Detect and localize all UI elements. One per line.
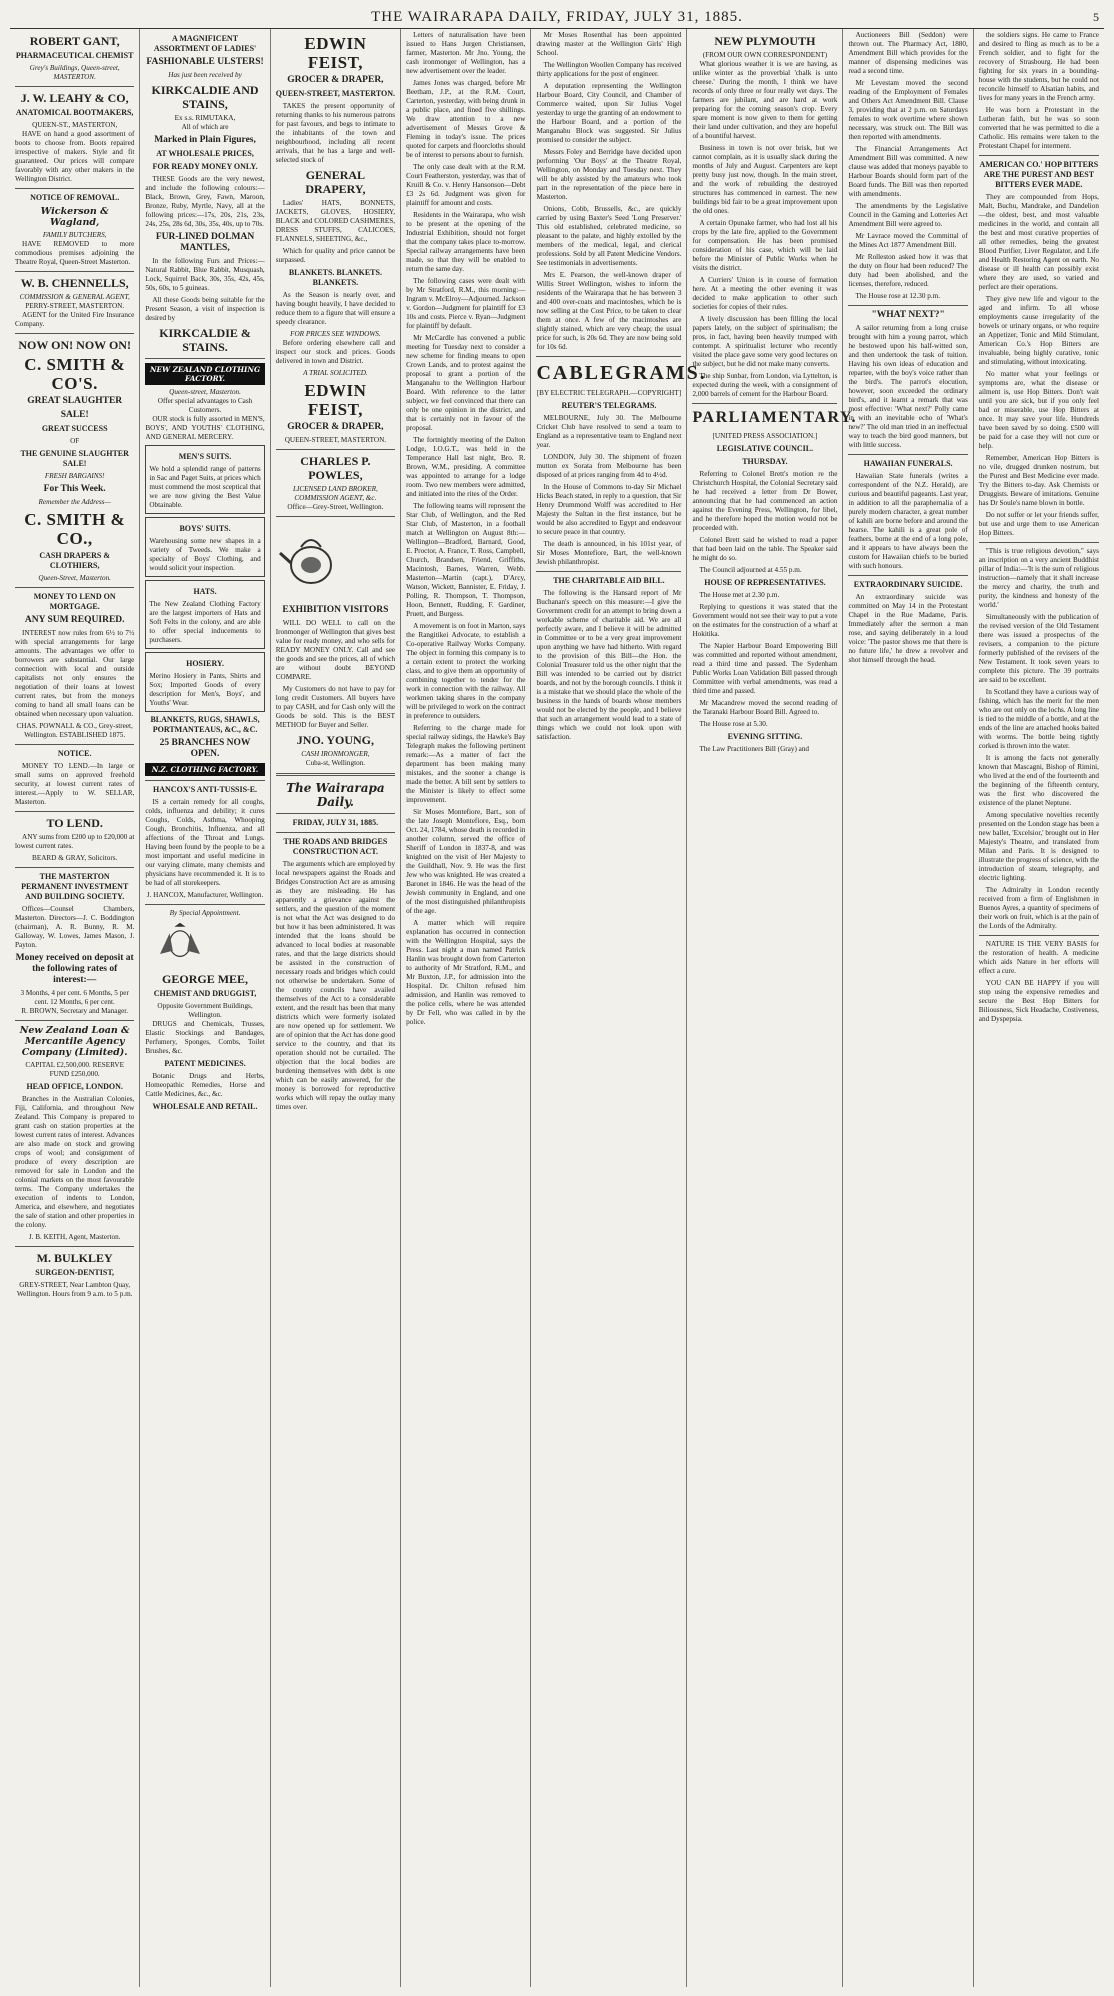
- divider: [692, 403, 837, 404]
- parl-cont-2: Mr Levestam moved the second reading of the Employment of Females and Others Act Amendment Bill. Clause 3, providing that at 2 p.m. on Saturdays females to work overtime where shown necessary, was struck out. The Bill was then reported with amendments.: [848, 79, 968, 141]
- np-body-5: A lively discussion has been filling the local papers lately, on the subject of spiritualism; the pros, in fact, having been heavily trumped with contempt. A spiritualist lecturer who recently visited the place gave some very good lectures on the subject, but he did not make many converts.: [692, 315, 838, 368]
- divider: [145, 358, 264, 359]
- roads-body: The arguments which are employed by local newspapers against the Roads and Bridges Construction Act are as amusing as they are misleading. He has apparently a grievance against the settlers, and the question of the moment is not what the Act was designed to do but how it has been administered. It was intended that the loans should be advanced to local bodies at reasonable rates, and that the large districts should be assisted in the construction of necessary roads and bridges which could not otherwise be undertaken. Some of the county councils have availed themselves of the Act to a considerable extent, and the result has been that many districts which were formerly isolated are now opened up for settlement. We are of opinion that the Act has done good service to the country, and that its operation should not be curtailed. The objection that the local bodies are burdening themselves with debt is one which can be easily answered, for the money is borrowed for reproductive works which will repay the outlay many times over.: [275, 860, 396, 1111]
- news-4: The following cases were dealt with by Mr Stratford, R.M., this morning:—Ingram v. McElroy—Adjourned. Jackson v. Gordon—Judgment for plaintiff for £3 10s and costs. Pierce v. Ryan—Judgment for plaintiff by default.: [406, 277, 526, 330]
- smith-remember: Remember the Address—: [38, 498, 111, 506]
- divider: [15, 811, 134, 812]
- news-2: A deputation representing the Wellington Harbour Board, City Council, and Chamber of Commerce waited, upon Sir Julius Vogel yesterday to urge the granting of an endowment to the Harbour Board, and a portion of the Manganahu Block was suggested. Sir Julius promised to consider the subject.: [536, 82, 682, 144]
- editorial-paper-title: The Wairarapa Daily.: [286, 781, 385, 809]
- royal-arms-icon: [145, 922, 215, 962]
- marked-3: AT WHOLESALE PRICES,: [156, 149, 254, 158]
- hawaiian-title: HAWAIIAN FUNERALS.: [863, 459, 953, 468]
- clothing-stock: OUR stock is fully assorted in MEN'S, BOYS', AND YOUTHS' CLOTHING, AND GENERAL MERCERY.: [145, 415, 265, 441]
- hop-bitters-body-4: Remember, American Hop Bitters is no vile, drugged drunken nostrum, but the Purest and Best Medicine ever made. Try the Bitters to-day. Ask Chemists or Druggists. Beware of imitations. Genuine has Dr Soule's name blown in bottle.: [978, 454, 1099, 507]
- divider: [276, 832, 395, 833]
- young-address: Cuba-st, Wellington.: [305, 759, 366, 767]
- reuters-heading: REUTER'S TELEGRAMS.: [561, 401, 657, 410]
- news-1: James Jones was charged, before Mr Beetham, J.P., at the R.M. Court, Carterton, yesterday, with being drunk in a public place, and fined five shillings. We draw attention to a new advertisement of Messrs Grove & Fleming in today's issue. The prices quoted for carpets and floorcloths should be of interest to persons about to furnish.: [406, 79, 526, 159]
- misc-body-4: Simultaneously with the publication of the revised version of the Old Testament there was issued a prospectus of the revisers, a companion to the picture formerly published of the revisers of the New Testament. It took seven years to complete this picture. The 39 portraits are said to be excellent.: [978, 613, 1099, 684]
- nz-clothing-banner: [145, 363, 264, 385]
- nz-loan-office: HEAD OFFICE, LONDON.: [26, 1082, 123, 1091]
- feist-name-2: EDWIN FEIST,: [304, 381, 367, 419]
- marked-4: FOR READY MONEY ONLY.: [152, 162, 258, 171]
- suicide-body: An extraordinary suicide was committed on May 14 in the Protestant Chapel in the Rue Madame, Paris. Immediately after the sermon a man rose, and saying deliberately in a loud voice: 'The pastor shows me that there is no future life,' he drew a revolver and shot himself through the head.: [848, 593, 968, 664]
- exhibition-heading: EXHIBITION VISITORS: [282, 605, 389, 615]
- roads-title: THE ROADS AND BRIDGES CONSTRUCTION ACT.: [283, 837, 388, 856]
- feist-body-4: Before ordering elsewhere call and inspect our stock and prices. Goods delivered in town and District.: [275, 339, 396, 365]
- thursday-heading: THURSDAY.: [742, 457, 788, 466]
- column-4: [401, 29, 531, 1987]
- news-top: Letters of naturalisation have been issued to Hans Jurgen Christiansen, farmer, Masterton. Mr Jno. Young, the cash ironmonger of Wellington, has a new advertisement over the leader.: [406, 31, 526, 75]
- divider: [145, 780, 264, 781]
- nz-clothing-footer: N.Z. CLOTHING FACTORY.: [145, 763, 264, 776]
- smith-week: For This Week.: [43, 484, 106, 494]
- house-body-1: The House met at 2.30 p.m.: [699, 591, 780, 599]
- feist-name: EDWIN FEIST,: [304, 34, 367, 72]
- smith-line1: GREAT SLAUGHTER: [27, 396, 123, 406]
- boys-suits-label: BOYS' SUITS.: [179, 524, 231, 533]
- column-container: [10, 29, 1104, 1987]
- divider: [536, 356, 681, 357]
- parl-cont-5: Mr Lavrace moved the Committal of the Mines Act 1877 Amendment Bill.: [848, 232, 968, 249]
- news-top: Mr Moses Rosenthal has been appointed drawing master at the Wellington Girls' High School.: [536, 31, 682, 57]
- misc-body-7: Among speculative novelties recently presented on the London stage has been a new ballet, 'Excelsior,' brought out in Her Majesty's Theatre, and translated from Milan and Paris. It is designed to illustrate the progress of science, with the introduction of steam, telegraphy, and electric lighting.: [978, 811, 1099, 882]
- news-9: Referring to the charge made for special railway sidings, the Hawke's Bay Telegraph makes the following pertinent remark:—As a matter of fact the department has been making many mistakes, and the sooner a change is made the better. A bill sent by settlers to the Minister is likely to effect some improvement.: [406, 724, 526, 804]
- bulkley-address: GREY-STREET, Near Lambton Quay, Wellington. Hours from 9 a.m. to 5 p.m.: [16, 1281, 133, 1298]
- chennells-name: W. B. CHENNELLS,: [20, 276, 129, 290]
- smith-street: Queen-Street, Masterton.: [38, 574, 111, 582]
- house-body-5: The House rose at 5.30.: [699, 720, 768, 728]
- column-1: [10, 29, 140, 1987]
- what-next-body: A sailor returning from a long cruise brought with him a young parrot, which he bestowed upon his half-witted son, and then undertook the task of tuition. Having his own ideas of education and repartee, with the boy's voice rather than the bird's. The parrot's elocution, however, soon exceeded the ordinary bird's, and it learnt a remark that was most effective: 'What next?' Polly came in with an inevitable echo of 'What's new?' The old man tried in an ineffectual way to teach the bird good manners, but with little success.: [848, 324, 968, 449]
- building-society-rates: 3 Months, 4 per cent. 6 Months, 5 per cent. 12 Months, 6 per cent.: [20, 989, 129, 1006]
- nz-loan-body: Branches in the Australian Colonies, Fiji, California, and throughout New Zealand. This Company is prepared to grant cash on station properties at the lowest current rates of interest. Advances are also made on stock and growing crops of wool; and consignment of produce of every description are removed for sale in London and the colonial markets on the most favourable terms. The Company undertakes the execution of indents to London, America, and elsewhere, and negotiates the sale of station and other properties in the colony.: [15, 1095, 135, 1229]
- news-6: The fortnightly meeting of the Dalton Lodge, I.O.G.T., was held in the Temperance Hall last night, Bro. R. Brown, W.M., presiding. A committee was appointed to arrange for a lodge room. Two new members were admitted, and initiated into the rites of the Order.: [406, 436, 526, 498]
- to-lend-sign: BEARD & GRAY, Solicitors.: [32, 854, 118, 862]
- smith-name-2: C. SMITH & CO.,: [24, 510, 126, 548]
- suicide-title: EXTRAORDINARY SUICIDE.: [853, 580, 963, 589]
- ulsters-lead-3: Has just been received by: [168, 71, 242, 79]
- bulkley-trade: SURGEON-DENTIST,: [35, 1268, 115, 1277]
- divider: [15, 1246, 134, 1247]
- ship-name: Ex s.s. RIMUTAKA,: [174, 114, 236, 122]
- colours-body: THESE Goods are the very newest, and include the following colours:— Black, Brown, Grey, Fawn, Maroon, Bronze, Ruby, Myrtle, Navy, all at the following prices:—17s, 20s, 21s, 23s, 24s, 25s, 28s 6d, 30s, 35s, 40s, up to 70s.: [145, 175, 265, 228]
- column-6: [687, 29, 858, 1987]
- wickerson-body: HAVE REMOVED to more commodious premises adjoining the Theatre Royal, Queen-Street Masterton.: [15, 240, 135, 266]
- np-body-2: Business in town is not over brisk, but we cannot complain, as it is usually slack during the months of July and August. Carpenters are kept pretty busy just now, though. In the main street, and the work of rebuilding the destroyed structures has commenced in earnest. The new buildings bid fair to be a great improvement upon the old ones.: [692, 144, 838, 215]
- furs-body: In the following Furs and Prices:— Natural Rabbit, Blue Rabbit, Musquash, Lock, Squirrel Back, 30s, 35s, 42s, 45s, 50s, 60s, to 5 guineas.: [145, 257, 265, 292]
- clothing-offer: Offer special advantages to Cash Customers.: [157, 397, 253, 414]
- parl-cont-4: The amendments by the Legislative Council in the Gaming and Lotteries Act Amendment Bill were agreed to.: [848, 202, 968, 228]
- removal-notice-title: NOTICE OF REMOVAL.: [30, 193, 120, 202]
- boys-suits-box: [145, 517, 264, 577]
- misc-body-6: It is among the facts not generally known that Mascagni, Bishop of Rimini, who lived at the end of the fourteenth and the beginning of the fifteenth century, was the first who discovered the existence of the planet Neptune.: [978, 754, 1099, 807]
- divider: [848, 305, 967, 306]
- smith-trade: CASH DRAPERS & CLOTHIERS,: [39, 551, 111, 570]
- divider: [536, 571, 681, 572]
- hancox-title: HANCOX'S ANTI-TUSSIS-E.: [153, 785, 258, 794]
- smith-name: C. SMITH & CO'S.: [24, 355, 126, 393]
- smith-line5: THE GENUINE SLAUGHTER SALE!: [20, 449, 129, 468]
- nz-clothing-line-1: NEW ZEALAND CLOTHING: [149, 365, 261, 374]
- kirkcaldie-name-2: KIRKCALDIE & STAINS.: [159, 326, 251, 354]
- hawaiian-body: Hawaiian State funerals (writes a correspondent of the N.Z. Herald), are curious and beautiful pageants. Last year, in addition to all the paraphernalia of a purely modern character, a great number of kahili are borne before and around the hearse. The kahili is a great pole of feathers, borne at the end of a long pole, and it appears to have always been the custom for Hawaiian chiefs to be buried with such honours.: [848, 472, 968, 570]
- hancox-sign: J. HANCOX, Manufacturer, Wellington.: [146, 891, 264, 899]
- branches-line: 25 BRANCHES NOW OPEN.: [159, 738, 251, 759]
- mortgage-sign: CHAS. POWNALL & CO., Grey-street, Wellington. ESTABLISHED 1875.: [16, 722, 133, 739]
- misc-body-3: "This is true religious devotion," says an inscription on a very ancient Buddhist pillar of India:—'It is the sum of religious instruction—namely that it shall increase the mercy and charity, the truth and purity, the kindness and honesty of the world.': [978, 547, 1099, 609]
- mortgage-title: MONEY TO LEND ON MORTGAGE.: [33, 592, 116, 611]
- divider: [979, 155, 1099, 156]
- parl-cont-1: Auctioneers Bill (Seddon) were thrown out. The Pharmacy Act, 1880, Amendment Bill which provides for the manner of dispensing medicines was read a second time.: [848, 31, 968, 75]
- kettle-engraving-icon: [276, 525, 346, 595]
- divider: [276, 449, 395, 450]
- building-society-body: Offices—Counsel Chambers, Masterton. Directors—J. C. Boddington (chairman), A. R. Bunny, R. M. Galloway, W. Lowes, James Mason, J. Payton.: [15, 905, 135, 949]
- misc-body-10: YOU CAN BE HAPPY if you will stop using the expensive remedies and secure the Best Hop Bitters for Biliousness, Sick Headache, Costiveness, and Dyspepsia.: [978, 979, 1099, 1023]
- notice-2: NOTICE.: [57, 749, 92, 758]
- column-2: [140, 29, 270, 1987]
- smith-line3: GREAT SUCCESS: [41, 424, 108, 433]
- house-body-4: Mr Macandrew moved the second reading of the Taranaki Harbour Board Bill. Agreed to.: [692, 699, 838, 716]
- powles-trade: LICENSED LAND BROKER, COMMISSION AGENT, &c.: [292, 485, 378, 502]
- house-body-3: The Napier Harbour Board Empowering Bill was committed and reported without amendment, read a third time and passed. The Sydenham Public Works Loan Validation Bill passed through Committee with verbal amendments, was read a third time and passed.: [692, 642, 838, 695]
- special-appointment: By Special Appointment.: [169, 909, 241, 917]
- nz-loan-capital: CAPITAL £2,500,000. RESERVE FUND £250,000.: [25, 1061, 124, 1078]
- misc-body-5: In Scotland they have a curious way of fishing, which has the merit for the men who are out only on the lochs. A long line is tied to the middle of a bottle, and at the ends of the line are attached hooks baited with worms. The bottle being tightly corked is thrown into the water.: [978, 688, 1099, 750]
- young-trade: CASH IRONMONGER,: [301, 750, 370, 758]
- patent-body: Botanic Drugs and Herbs, Homeopathic Remedies, Horse and Cattle Medicines, &c., &c.: [145, 1072, 265, 1098]
- new-plymouth-title: NEW PLYMOUTH: [714, 34, 816, 48]
- misc-body-1: the soldiers signs. He came to France and desired to fling as much as to be a French soldier, and to fight for the recovery of Strasbourg. He had been fighting for six years in a bounding-house with the students, but he could not reconcile himself to Alsatian habits, and lives for many years in the French army.: [978, 31, 1099, 102]
- news-1: The Wellington Woollen Company has received thirty applications for the post of engineer.: [536, 61, 682, 78]
- feist-body-1: TAKES the present opportunity of returning thanks to his numerous patrons for past favours, and begs to intimate to the inhabitants of the town and neighbourhood, including all recent arrivals, that he has a large and well-selected stock of: [275, 102, 396, 164]
- np-body-4: A Curriers' Union is in course of formation here. At a meeting the other evening it was decided to make application to other such societies for copies of their rules.: [692, 276, 838, 311]
- exhibition-body: WILL DO WELL to call on the Ironmonger of Wellington that gives best value for ready money, and who sells for READY MONEY ONLY. Call and see the goods and see the prices, all of which are without doubt BEYOND COMPARE.: [275, 619, 396, 681]
- sellar-body: MONEY TO LEND.—In large or small sums on approved freehold security, at lowest current rates of interest.—Apply to W. SELLAR, Masterton.: [15, 762, 135, 806]
- feist-address: QUEEN-STREET, MASTERTON.: [275, 89, 396, 98]
- feist-trade: GROCER & DRAPER,: [287, 75, 384, 85]
- divider: [15, 744, 134, 745]
- charitable-aid-body: The following is the Hansard report of Mr Buchanan's speech on this measure:—I give the Government credit for an attempt to bring down a workable scheme of charitable aid. We are all perfectly aware, and I believe it will be admitted in Committee or to be a very great improvement upon anything we have had hitherto. With regard to the provision of this Bill—the Hon. the Colonial Treasurer told us the other night that the Bill was intended to be carried out by district boards, and not by the borough councils. I think it is a mistake that we should place the whole of the business in the hands of boards whose members would not be elected by the people, and I believe that such an arrangement would lead to a state of things which we could not look upon with satisfaction.: [536, 589, 682, 741]
- ulsters-lead-1: A MAGNIFICENT ASSORTMENT OF LADIES': [153, 34, 257, 53]
- charitable-aid-title: THE CHARITABLE AID BILL.: [553, 576, 665, 585]
- general-drapery: GENERAL DRAPERY,: [305, 168, 366, 196]
- nz-loan-title: New Zealand Loan & Mercantile Agency Company (Limited).: [19, 1025, 130, 1058]
- building-society-title: THE MASTERTON PERMANENT INVESTMENT AND BUILDING SOCIETY.: [21, 872, 129, 901]
- hancox-body: IS a certain remedy for all coughs, colds, influenza and debility; it cures Coughs, Colds, Asthma, Whooping Cough, Bronchitis, Influenza, and all affections of the Throat and Lungs. Having been found by the people to be a most important and useful medicine in our varying climate, many chemists and physicians have recommended it. It is to be had of all storekeepers.: [145, 798, 265, 887]
- smith-line2: SALE!: [60, 410, 89, 420]
- blankets-heading: BLANKETS. BLANKETS. BLANKETS.: [288, 268, 382, 287]
- news-11: A matter which will require explanation has occurred in connection with the Wellington Hospital, says the Press. Last night a man named Patrick Hanlin was brought down from Carterton to authority of Mr Stratford, R.M., and Mr Buxton, J.P., for admission into the Hospital. Dr. Chilton refused him admission, and Hanlin was removed to the police cells, where he was attended by Dr Fell, who was called in by the police.: [406, 919, 526, 1026]
- mens-suits-box: [145, 445, 264, 514]
- to-lend-title: TO LEND.: [46, 816, 103, 830]
- smith-line4: OF: [70, 437, 80, 445]
- hosiery-body: Merino Hosiery in Pants, Shirts and Sox; Imported Goods of every description for Men's, Boys', and Youths' Wear.: [149, 672, 261, 707]
- hop-bitters-body-2: They give new life and vigour to the aged and infirm. To all whose employments cause irregularity of the bowels or urinary organs, or who require an Appetizer, Tonic and Mild Stimulant, American Co.'s Hop Bitters are invaluable, being highly curative, tonic and stimulating, without intoxicating.: [978, 295, 1099, 366]
- cablegrams-title: CABLEGRAMS.: [536, 362, 707, 384]
- double-divider: [276, 773, 395, 776]
- legislative-council: LEGISLATIVE COUNCIL.: [716, 444, 814, 453]
- drugs-body: DRUGS and Chemicals, Trusses, Elastic Stockings and Bandages, Perfumery, Sponges, Combs, Toilet Brushes, &c.: [145, 1020, 265, 1055]
- what-next-title: "WHAT NEXT?": [871, 310, 945, 320]
- feist-trade-2: GROCER & DRAPER,: [287, 422, 384, 432]
- divider: [15, 867, 134, 868]
- hats-label: HATS.: [193, 587, 217, 596]
- leahy-body: HAVE on hand a good assortment of boots to choose from. Boots repaired irrespective of makers. Style and fit guaranteed. Our prices will compare favorably with any other makers in the Wellington District.: [15, 130, 135, 183]
- chennells-trade: COMMISSION & GENERAL AGENT,: [19, 293, 130, 301]
- divider: [15, 333, 134, 334]
- divider: [848, 454, 967, 455]
- misc-body-8: The Admiralty in London recently received from a firm of Englishmen in Buenos Ayres, a quantity of specimens of their work on fruit, which is at the pain of the Lords of the Admiralty.: [978, 886, 1099, 930]
- boys-suits-body: Warehousing some new shapes in a variety of Tweeds. We make a specialty of Boys' Clothing, and would solicit your inspection.: [149, 537, 261, 572]
- to-lend-body: ANY sums from £200 up to £20,000 at lowest current rates.: [15, 833, 135, 850]
- divider: [979, 935, 1099, 936]
- hosiery-label: HOSIERY.: [186, 659, 224, 668]
- news-8: A movement is on foot in Marton, says the Rangitikei Advocate, to establish a Co-operative Railway Works Company. The object in forming this company is to a certain extent to protect the working class, and to give them an opportunity of combining together to tender for the work in connection with the railway. All workmen taking shares in the company will be privileged to work on the contract in preference to outsiders.: [406, 622, 526, 720]
- bulkley-name: M. BULKLEY: [36, 1251, 113, 1265]
- chennells-address: PERRY-STREET, MASTERTON.: [25, 302, 125, 310]
- np-body-1: What glorious weather it is we are having, as unlike winter as the proverbial 'chalk is unto cheese.' During the month, I think we have records of only three or four really wet days. The farmers are jubilant, and are hard at work preparing for the coming season's crop. Every spare moment is now given to them for getting their land under cultivation, and they are hopeful of a bountiful harvest.: [692, 60, 838, 140]
- divider: [15, 86, 134, 87]
- trial-solicited: A TRIAL SOLICITED.: [303, 369, 368, 377]
- feist-items: Ladies' HATS, BONNETS, JACKETS, GLOVES, HOSIERY, BLACK and COLORED CASHMERES, DRESS STUFFS, CALICOES, FLANNELS, SHEETING, &c.,: [275, 199, 396, 243]
- fur-lined-title: FUR-LINED DOLMAN MANTLES,: [155, 232, 255, 253]
- wickerson-trade: FAMILY BUTCHERS,: [42, 231, 107, 239]
- divider: [979, 542, 1099, 543]
- mens-suits-body: We hold a splendid range of patterns in Sac and Paget Suits, at prices which must commend the most sceptical that we are now giving the Best Value Obtainable.: [149, 465, 261, 509]
- divider: [848, 575, 967, 576]
- parl-cont-6: Mr Rolleston asked how it was that the duty on flour had been reduced? The duty had been abolished, and the licenses, therefore, reduced.: [848, 253, 968, 288]
- divider: [15, 1020, 134, 1021]
- hop-bitters-title: AMERICAN CO.' HOP BITTERS ARE THE PUREST AND BEST BITTERS EVER MADE.: [979, 160, 1099, 189]
- evening-body: The Law Practitioners Bill (Gray) and: [699, 745, 810, 753]
- young-name: JNO. YOUNG,: [296, 733, 375, 747]
- parl-cont-3: The Financial Arrangements Act Amendment Bill was committed. A new clause was added that moneys payable to Harbour Boards should form part of the Board funds. The Bill was then reported with amendments.: [848, 145, 968, 198]
- news-7: The following teams will represent the Star Club, of Wellington, and the Red Star Club, of Masterton, in a football match at Wellington on August 8th:—Wellington—Bradford, Barnard, Good, E. Proctor, A. France, T. Ross, Campbell, Church, Brandsen, Friend, Griffiths, Macintosh, Barnes, Warren, Webb. Masterton—Martin (capt.), D'Arcy, Watson, Wickett, Bannister, E. Friday, J. Polling, R. Thompson, T. Thompson, Hoon, Bennett, Rudding, F. Gardiner, Pruett, and Burgess.: [406, 502, 526, 618]
- powles-address: Office—Grey-Street, Wellington.: [287, 503, 384, 511]
- chennells-body: AGENT for the United Fire Insurance Company.: [15, 311, 135, 328]
- hats-box: [145, 580, 264, 649]
- news-5: Mrs E. Pearson, the well-known draper of Willis Street Wellington, wishes to inform the residents of the Wairarapa that he has between 3 and 400 over-coats and macintoshes, which he is now selling at the Cost Price, to be taken to clear them at once. A few of the macintoshes are slightly stained, which are very cheap; the usual price for such, is 20s 6d. They are now being sold for 10s 6d.: [536, 271, 682, 351]
- hop-bitters-body-5: Do not suffer or let your friends suffer, but use and urge them to use American Hop Bitters.: [978, 511, 1099, 537]
- cablegrams-sub: [BY ELECTRIC TELEGRAPH.—COPYRIGHT]: [536, 389, 682, 397]
- masthead-title: THE WAIRARAPA DAILY, FRIDAY, JULY 31, 1885.: [371, 9, 743, 25]
- patent-title: PATENT MEDICINES.: [164, 1059, 246, 1068]
- hosiery-box: [145, 652, 264, 712]
- marked-2: Marked in Plain Figures,: [154, 135, 256, 145]
- news-4: Onions, Cobb, Brussells, &c., are quickly carried by using Baxter's Seed 'Long Preserver.' This old established, celebrated medicine, so pleasant to the palate, and highly extolled by the members of the medical, legal, and clerical professions. Sold by all Patent Medicine Vendors. See testimonials in advertisements.: [536, 205, 682, 267]
- column-5: [531, 29, 707, 1987]
- misc-body-2: He was born a Protestant in the Lutheran faith, but he was so soon converted that he was permitted to die a Catholic. His remains were taken to the Protestant Chapel for interment.: [978, 106, 1099, 150]
- page-number: 5: [1093, 10, 1100, 24]
- now-on-heading: NOW ON! NOW ON!: [18, 338, 131, 352]
- column-8: [974, 29, 1104, 1987]
- gant-name: ROBERT GANT,: [29, 34, 120, 48]
- george-mee-address: Opposite Government Buildings, Wellington.: [157, 1002, 253, 1019]
- divider: [15, 271, 134, 272]
- cable-1: MELBOURNE, July 30. The Melbourne Cricket Club have resolved to send a team to England as a representative team to England next year.: [536, 414, 682, 449]
- season-body: All these Goods being suitable for the Present Season, a visit of inspection is desired by: [145, 296, 265, 322]
- leahy-trade: ANATOMICAL BOOTMAKERS,: [15, 108, 134, 117]
- hats-body: The New Zealand Clothing Factory are the largest importers of Hats and Soft Felts in the colony, and are able to offer special inducements to purchasers.: [149, 600, 261, 644]
- george-mee-name: GEORGE MEE,: [162, 972, 249, 986]
- parliamentary-sub: [UNITED PRESS ASSOCIATION.]: [712, 432, 818, 440]
- editorial-date: FRIDAY, JULY 31, 1885.: [292, 818, 379, 827]
- ulsters-lead-2: FASHIONABLE ULSTERS!: [146, 57, 264, 67]
- mens-suits-label: MEN'S SUITS.: [178, 452, 232, 461]
- wholesale-line: WHOLESALE AND RETAIL.: [152, 1102, 258, 1111]
- powles-name: CHARLES P. POWLES,: [300, 454, 371, 482]
- cable-3: In the House of Commons to-day Sir Michael Hicks Beach stated, in reply to a question, that Sir Henry Drummond Wolff was accredited to Her Majesty the Sultan in the first instance, but he would be also accredited to Egypt and endeavour to secure peace in that country.: [536, 483, 682, 536]
- feist-address-2: QUEEN-STREET, MASTERTON.: [284, 436, 387, 444]
- hop-bitters-body: They are compounded from Hops, Malt, Buchu, Mandrake, and Dandelion—the oldest, best, and most valuable medicines in the world, and contain all the best and most curative properties of all other remedies, being the greatest Blood Purifier, Liver Regulator, and Life and Health Restoring Agent on earth. No disease or ill health can possibly exist where they are used, so varied and perfect are their operations.: [978, 193, 1099, 291]
- divider: [15, 587, 134, 588]
- feist-body-2: Which for quality and price cannot be surpassed.: [275, 247, 396, 264]
- parl-cont-7: The House rose at 12.30 p.m.: [855, 292, 941, 300]
- george-mee-trade: CHEMIST AND DRUGGIST,: [153, 989, 257, 998]
- new-plymouth-sub: (FROM OUR OWN CORRESPONDENT): [702, 51, 828, 59]
- smith-fresh: FRESH BARGAINS!: [44, 472, 105, 480]
- nz-loan-sign: J. B. KEITH, Agent, Masterton.: [28, 1233, 121, 1241]
- parl-body-2: Colonel Brett said he wished to read a paper that had been laid on the table. The Speaker said he might do so.: [692, 536, 838, 562]
- cable-2: LONDON, July 30. The shipment of frozen mutton ex Sorata from Melbourne has been disposed of at prices ranging from 4d to 4½d.: [536, 453, 682, 479]
- blankets-line: BLANKETS, RUGS, SHAWLS, PORTMANTEAUS, &C., &C.: [150, 715, 260, 734]
- masthead: [10, 6, 1104, 29]
- house-body-2: Replying to questions it was stated that the Government would not see their way to put a vote on the estimates for the construction of a wharf at Hokitika.: [692, 603, 838, 638]
- misc-body-9: NATURE IS THE VERY BASIS for the restoration of health. A medicine which aids Nature in her efforts will effect a cure.: [978, 940, 1099, 975]
- gant-trade: PHARMACEUTICAL CHEMIST: [15, 51, 134, 60]
- np-body-3: A certain Opunake farmer, who had lost all his crops by the late fire, applied to the Government for compensation. He has been promised consideration of his case, which will be laid before the Minister of Public Works when he visits the district.: [692, 219, 838, 272]
- mortgage-body: INTEREST now rules from 6½ to 7½ with special arrangements for large amounts. The advantages we offer to borrowers are substantial. Our large connection with local and outside capitalists not only ensures the negotiation of their loans at lowest current rates, but from the moneys coming to hand all small loans can be obtained when necessary upon valuation.: [15, 629, 135, 718]
- hop-bitters-body-3: No matter what your feelings or symptoms are, what the disease or ailment is, use Hop Bitters. Don't wait until you are sick, but if you only feel bad or miserable, use Hop Bitters at once. It may save your life. Hundreds have been saved by so doing. £500 will be paid for a case they will not cure or help.: [978, 370, 1099, 450]
- news-3: Residents in the Wairarapa, who wish to be present at the opening of the Industrial Exhibition, should not forget that the company takes place to-morrow. Special railway arrangements have been made, so that they will be enabled to return the same day.: [406, 211, 526, 273]
- kirkcaldie-name: KIRKCALDIE AND STAINS,: [151, 83, 259, 111]
- mortgage-sub: ANY SUM REQUIRED.: [24, 615, 125, 625]
- divider: [276, 813, 395, 814]
- building-society-sign: R. BROWN, Secretary and Manager.: [21, 1007, 129, 1015]
- nz-clothing-line-2: FACTORY.: [185, 374, 226, 383]
- wickerson-name: Wickerson & Wagland,: [40, 206, 109, 228]
- leahy-name: J. W. LEAHY & CO,: [20, 91, 129, 105]
- news-3: Messrs Foley and Berridge have decided upon performing 'Our Boys' at the Theatre Royal, Wellington, on Monday and Tuesday next. They will be ably assisted by the amateurs who took part in the representation of the piece here in Masterton.: [536, 148, 682, 201]
- exhibition-body-2: My Customers do not have to pay for long credit Customers. All buyers have to pay CASH, and for Cash only will the Goods be sold. This is the BEST METHOD for Buyer and Seller.: [275, 685, 396, 729]
- gant-address: Grey's Buildings, Queen-street, MASTERTON.: [29, 64, 120, 81]
- prices-windows: FOR PRICES SEE WINDOWS.: [290, 330, 381, 338]
- divider: [276, 516, 395, 517]
- marked-1: All of which are: [181, 123, 229, 131]
- evening-heading: EVENING SITTING.: [727, 732, 803, 741]
- parliamentary-title: PARLIAMENTARY.: [692, 409, 858, 426]
- divider: [145, 904, 264, 905]
- building-society-money: Money received on deposit at the following rates of interest:—: [15, 953, 134, 985]
- np-body-6: The ship Sunbar, from London, via Lyttelton, is expected during the week, with a consignment of 2,000 barrels of cement for the Harbour Board.: [692, 372, 838, 398]
- feist-body-3: As the Season is nearly over, and having bought heavily, I have decided to reduce them to a figure that will ensure a speedy clearance.: [275, 291, 396, 326]
- clothing-street: Queen-street, Masterton.: [169, 388, 241, 396]
- column-7: [843, 29, 973, 1987]
- parl-body-3: The Council adjourned at 4.55 p.m.: [699, 566, 802, 574]
- divider: [15, 188, 134, 189]
- cable-4: The death is announced, in his 101st year, of Sir Moses Montefiore, Bart, the well-known Jewish philanthropist.: [536, 540, 682, 566]
- parl-body-1: Referring to Colonel Brett's motion re the Christchurch Hospital, the Colonial Secretary said he had received a letter from Dr Bower, announcing that he had commenced an action against the Evening Press, Wellington, for libel, and he therefore hoped the motion would not be proceeded with.: [692, 470, 838, 532]
- news-5: Mr McCardle has convened a public meeting for Tuesday next to consider a new scheme for finding means to open Crown Lands, and to protest against the proposal to grant a portion of the Manganahu to the Wellington Harbour Board. With reference to the latter subject, we feel convinced that there can only be one opinion in the district, and that is certainly not in favour of the proposal.: [406, 334, 526, 432]
- leahy-address: QUEEN-ST., MASTERTON,: [32, 121, 118, 129]
- column-3: [271, 29, 401, 1987]
- news-10: Sir Moses Montefiore, Bart., son of the late Joseph Montefiore, Esq., born Oct. 24, 1784, whose death is recorded in another column, served the office of Sheriff of London in 1837-8, and was knighted on the visit of Her Majesty to the Guildhall, Nov. 9. He was the first Jew who was knighted. He was created a Baronet in 1846. He was the head of the Jewish community in England, and one of the most distinguished philanthropists of the age.: [406, 808, 526, 915]
- news-2: The only case dealt with at the R.M. Court Featherston, yesterday, was that of Kruill & Co. v. Henry Hansonson—Debt £3 2s 6d. Judgment was given for plaintiff for amount and costs.: [406, 163, 526, 207]
- house-heading: HOUSE OF REPRESENTATIVES.: [704, 578, 826, 587]
